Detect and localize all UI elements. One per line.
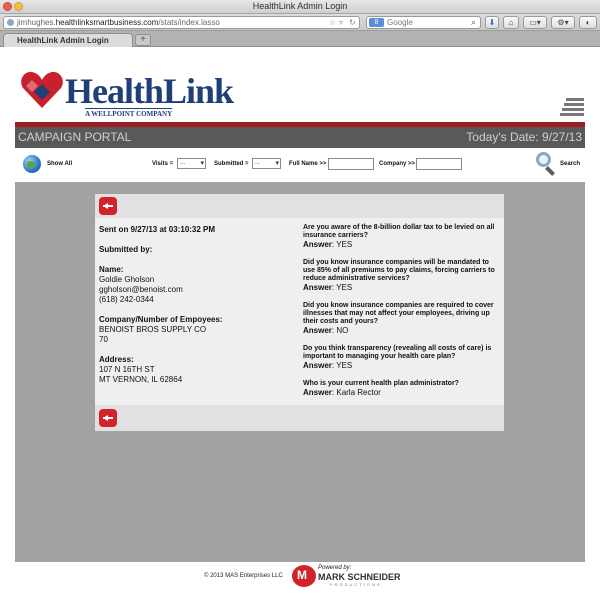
powered-by-company-sub: PRODUCTIONS (330, 582, 382, 587)
question-item (303, 302, 501, 336)
search-placeholder: Google (387, 18, 413, 27)
url-host: healthlinksmartbusiness.com (55, 18, 159, 27)
downloads-icon[interactable]: ⬇ (485, 16, 499, 29)
address-line-2: MT VERNON, IL 62864 (99, 375, 183, 384)
answer-text: Answer: NO (303, 326, 349, 335)
page (0, 48, 600, 600)
sent-on: Sent on 9/27/13 at 03:10:32 PM (99, 225, 216, 234)
full-name-input[interactable] (328, 158, 374, 170)
submission-card (95, 194, 504, 431)
address-label: Address: (99, 355, 134, 364)
submitted-select[interactable]: ... ▾ (252, 158, 281, 169)
employee-count: 70 (99, 335, 108, 344)
search-magnifier-icon[interactable] (534, 151, 558, 177)
answer-text: Answer: YES (303, 361, 353, 370)
submitter-phone: (618) 242-0344 (99, 295, 154, 304)
back-arrow-button-top[interactable] (99, 197, 117, 215)
menu-stack-icon[interactable] (560, 98, 584, 120)
browser-toolbar (0, 14, 600, 31)
survey-answers (303, 224, 501, 407)
healthlink-logo[interactable] (20, 68, 234, 118)
home-icon[interactable]: ⌂ (503, 16, 519, 29)
visits-select[interactable]: ... ▾ (177, 158, 206, 169)
name-label: Name: (99, 265, 124, 274)
search-link[interactable]: Search (560, 161, 581, 167)
company-label: Company >> (379, 161, 416, 167)
reload-icon[interactable]: ↻ (349, 18, 356, 27)
heart-logo-icon (20, 70, 64, 110)
question-text: Did you know insurance companies are required to cover illnesses that may not affect your employees, driving up their costs and yours? (303, 302, 494, 325)
search-icon[interactable]: ⌕ (470, 17, 476, 27)
answer-text: Answer: YES (303, 283, 353, 292)
show-all-link[interactable]: Show All (47, 161, 73, 167)
address-line-1: 107 N 16TH ST (99, 365, 155, 374)
url-path: /stats/index.lasso (158, 18, 220, 27)
question-text: Do you think transparency (revealing all costs of care) is important to managing your health care plan? (303, 345, 492, 360)
answer-text: Answer: Karla Rector (303, 388, 381, 397)
tab-bar (0, 31, 600, 47)
submitter-email: ggholson@benoist.com (99, 285, 183, 294)
powered-by-company: MARK SCHNEIDER (318, 572, 401, 582)
company-name: BENOIST BROS SUPPLY CO (99, 325, 207, 334)
question-item (303, 380, 501, 398)
submitter-details (99, 225, 295, 385)
url-prefix: jimhughes. (17, 18, 56, 27)
question-item (303, 259, 501, 293)
bookmark-star-icon[interactable]: ☆ (329, 18, 337, 27)
filter-bar (15, 148, 585, 182)
question-text: Did you know insurance companies will be mandated to use 85% of all premiums to pay claims, forcing carriers to reduce administrative services? (303, 259, 495, 282)
bookmarks-menu-icon[interactable]: ▭▾ (523, 16, 547, 29)
portal-title: CAMPAIGN PORTAL (18, 130, 132, 144)
submitted-by-label: Submitted by: (99, 245, 153, 254)
copyright-text: © 2013 MAS Enterprises LLC (204, 573, 283, 579)
powered-by-label: Powered by: (318, 565, 352, 571)
globe-icon[interactable] (23, 155, 41, 173)
search-engine-icon[interactable]: 8 (369, 18, 384, 27)
search-bar[interactable] (366, 16, 481, 29)
url-dropdown-icon[interactable]: ▿ (339, 18, 344, 27)
card-bottom-strip (95, 405, 504, 431)
addon-icon[interactable]: ◐ (579, 16, 597, 29)
logo-tagline: A WELLPOINT COMPANY (85, 110, 173, 118)
logo-wordmark: HealthLink (65, 71, 234, 111)
mark-schneider-logo-icon[interactable] (292, 565, 316, 587)
company-employees-label: Company/Number of Empoyees: (99, 315, 223, 324)
window-titlebar (0, 0, 600, 14)
question-item (303, 224, 501, 250)
back-arrow-button-bottom[interactable] (99, 409, 117, 427)
answer-text: Answer: YES (303, 240, 353, 249)
card-top-strip (95, 194, 504, 218)
question-text: Who is your current health plan administrator? (303, 380, 459, 387)
site-globe-icon (7, 19, 14, 26)
todays-date: Today's Date: 9/27/13 (466, 130, 582, 144)
address-bar[interactable] (3, 16, 360, 29)
question-text: Are you aware of the 8-billion dollar tax to be levied on all insurance carriers? (303, 224, 495, 239)
footer (200, 562, 410, 588)
new-tab-button[interactable]: + (135, 34, 151, 46)
window-title: HealthLink Admin Login (252, 1, 348, 11)
submitted-label: Submitted = (214, 161, 249, 167)
tools-menu-icon[interactable]: ⚙▾ (551, 16, 575, 29)
company-input[interactable] (416, 158, 462, 170)
question-item (303, 345, 501, 371)
tab-healthlink-admin[interactable]: HealthLink Admin Login (3, 33, 133, 47)
submitter-name: Goldie Gholson (99, 275, 155, 284)
full-name-label: Full Name >> (289, 161, 327, 167)
visits-label: Visits = (152, 161, 174, 167)
portal-header (15, 127, 585, 148)
